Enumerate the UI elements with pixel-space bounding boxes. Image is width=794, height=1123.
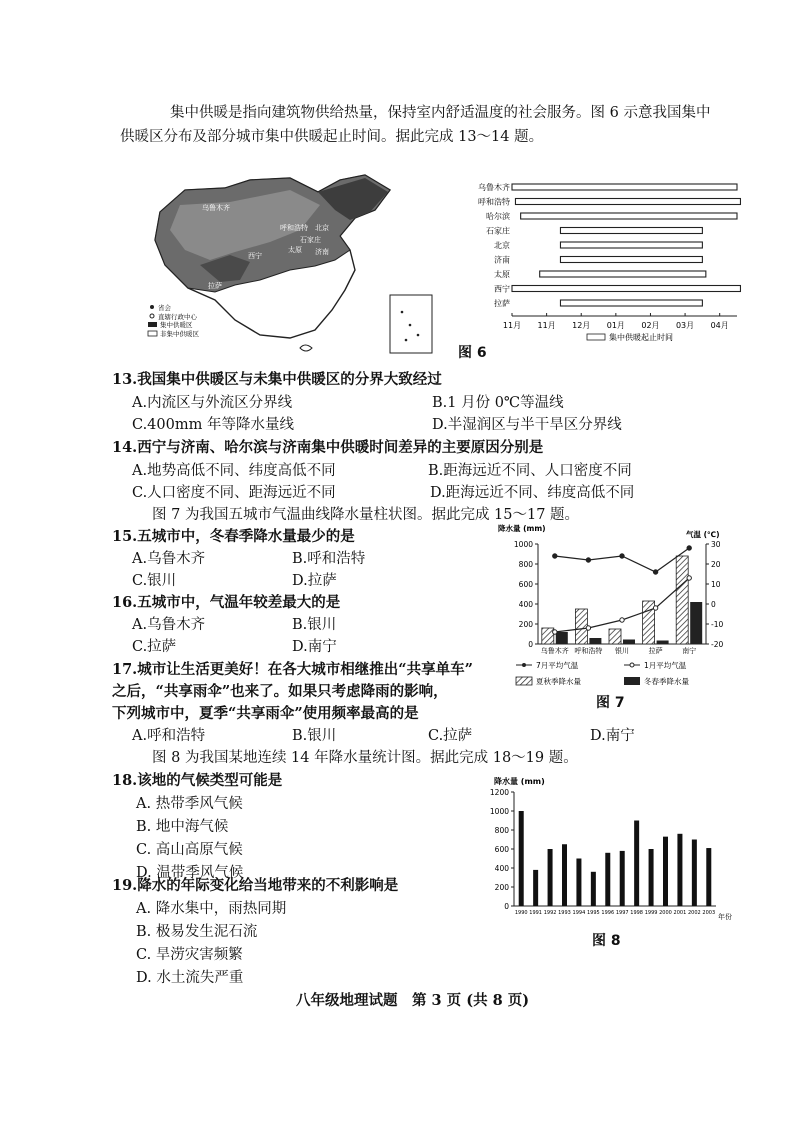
heating-city-label: 拉萨	[494, 299, 510, 308]
precip-bar	[562, 844, 567, 906]
q14-option-a[interactable]: A.地势高低不同、纬度高低不同	[132, 463, 336, 479]
jan-temp-point	[586, 626, 590, 630]
q18-option-a[interactable]: A. 热带季风气候	[136, 796, 243, 812]
q14-stem: 14.西宁与济南、哈尔滨与济南集中供暖时间差异的主要原因分别是	[112, 439, 544, 456]
q17-option-b[interactable]: B.银川	[292, 728, 337, 744]
q13-option-c[interactable]: C.400mm 年等降水量线	[132, 417, 294, 433]
q16-option-d[interactable]: D.南宁	[292, 639, 337, 655]
heating-period-bar	[515, 199, 740, 205]
fig7-left-tick-label: 1000	[513, 540, 533, 549]
fig8-intro: 图 8 为我国某地连续 14 年降水量统计图。据此完成 18～19 题。	[152, 750, 578, 766]
intro-line-2: 供暖区分布及部分城市集中供暖起止时间。据此完成 13～14 题。	[120, 129, 544, 145]
heating-x-tick-label: 03月	[675, 321, 695, 330]
summer-precip-bar	[676, 556, 688, 644]
fig7-legend-summer: 夏秋季降水量	[536, 677, 581, 686]
july-temp-point	[586, 558, 590, 562]
july-temp-line	[555, 548, 689, 572]
q17-line-1: 17.城市让生活更美好！在各大城市相继推出“共享单车”	[112, 661, 473, 678]
fig8-year-label: 1998	[630, 910, 644, 916]
fig8-year-label: 2001	[673, 910, 687, 916]
heating-x-tick-label: 12月	[572, 321, 591, 330]
fig7-city-label: 乌鲁木齐	[540, 647, 569, 655]
precip-bar	[533, 870, 538, 906]
winter-precip-bar	[589, 638, 601, 644]
q16-option-b[interactable]: B.银川	[292, 617, 337, 633]
fig7-right-tick-label: 30	[711, 540, 721, 549]
q18-option-d[interactable]: D. 温带季风气候	[136, 865, 244, 881]
fig8-y-tick-label: 1000	[489, 807, 509, 816]
fig7-legend-jan: 1月平均气温	[644, 661, 687, 670]
climate-chart	[496, 522, 746, 690]
q14-option-c[interactable]: C.人口密度不同、距海远近不同	[132, 485, 336, 501]
fig8-year-label: 1995	[586, 910, 600, 916]
figure-7-caption: 图 7	[596, 695, 625, 711]
map-city-beijing: 北京	[315, 224, 329, 232]
heating-legend-label: 集中供暖起止时间	[609, 333, 673, 342]
page-footer: 八年级地理试题 第 3 页 (共 8 页)	[296, 992, 530, 1009]
fig8-y-tick-label: 600	[494, 845, 509, 854]
heating-city-label: 乌鲁木齐	[478, 183, 510, 192]
precip-bar	[677, 834, 682, 906]
fig7-city-label: 呼和浩特	[574, 647, 603, 655]
jan-temp-point	[553, 630, 557, 634]
q14-option-b[interactable]: B.距海远近不同、人口密度不同	[428, 463, 632, 479]
q15-option-b[interactable]: B.呼和浩特	[292, 551, 366, 567]
q15-stem: 15.五城市中，冬春季降水量最少的是	[112, 528, 355, 545]
fig7-right-tick-label: -10	[711, 620, 724, 629]
q17-option-a[interactable]: A.呼和浩特	[132, 728, 206, 744]
fig7-ylabel-left: 降水量 (mm)	[498, 524, 546, 533]
precip-bar	[605, 853, 610, 906]
fig8-year-label: 1991	[529, 910, 543, 916]
china-heating-map	[140, 170, 450, 360]
jan-temp-point	[687, 576, 691, 580]
heating-period-bar	[560, 228, 702, 234]
fig7-legend-winter: 冬春季降水量	[644, 677, 689, 686]
q19-option-c[interactable]: C. 旱涝灾害频繁	[136, 947, 243, 963]
fig8-y-tick-label: 200	[494, 883, 509, 892]
fig7-left-tick-label: 200	[518, 620, 533, 629]
fig7-right-tick-label: -20	[711, 640, 724, 649]
heating-x-tick-label: 04月	[710, 321, 729, 330]
heating-city-label: 哈尔滨	[486, 212, 510, 221]
fig8-y-tick-label: 400	[494, 864, 509, 873]
precip-bar	[663, 837, 668, 906]
fig7-city-label: 拉萨	[648, 647, 663, 655]
heating-city-label: 呼和浩特	[478, 197, 510, 207]
fig7-city-label: 银川	[615, 647, 629, 655]
fig8-year-label: 1996	[601, 910, 615, 916]
heating-period-bar	[512, 184, 737, 190]
q14-option-d[interactable]: D.距海远近不同、纬度高低不同	[430, 485, 635, 501]
fig7-left-tick-label: 800	[518, 560, 533, 569]
map-city-jinan: 济南	[315, 248, 329, 256]
precip-bar	[649, 849, 654, 906]
fig8-year-label: 2003	[702, 910, 716, 916]
fig8-y-tick-label: 1200	[489, 788, 509, 797]
heating-city-label: 太原	[494, 270, 510, 279]
summer-precip-bar	[609, 629, 621, 644]
july-temp-point	[620, 554, 624, 558]
q13-option-a[interactable]: A.内流区与外流区分界线	[132, 395, 293, 411]
heating-period-bar	[540, 271, 706, 277]
fig8-year-label: 2000	[659, 910, 672, 916]
q18-option-c[interactable]: C. 高山高原气候	[136, 842, 243, 858]
fig7-left-tick-label: 0	[528, 640, 533, 649]
map-city-taiyuan: 太原	[288, 246, 302, 254]
fig8-year-label: 2002	[687, 910, 701, 916]
heating-period-bar	[560, 257, 702, 263]
intro-line-1: 集中供暖是指向建筑物供给热量，保持室内舒适温度的社会服务。图 6 示意我国集中	[170, 105, 711, 121]
fig7-legend-july: 7月平均气温	[536, 661, 579, 670]
q13-option-d[interactable]: D.半湿润区与半干旱区分界线	[432, 417, 622, 433]
fig7-left-tick-label: 600	[518, 580, 533, 589]
q15-option-d[interactable]: D.拉萨	[292, 573, 337, 589]
heating-period-bar	[521, 213, 737, 219]
fig7-ylabel-right: 气温 (℃)	[686, 530, 720, 539]
heating-city-label: 西宁	[494, 284, 510, 294]
jan-temp-point	[653, 606, 657, 610]
heating-city-label: 北京	[494, 241, 510, 250]
winter-precip-bar	[623, 640, 635, 645]
fig8-year-label: 1993	[558, 910, 571, 916]
fig8-ylabel: 降水量 (mm)	[494, 777, 545, 786]
q19-option-b[interactable]: B. 极易发生泥石流	[136, 924, 258, 940]
fig8-year-label: 1990	[514, 910, 528, 916]
summer-precip-bar	[575, 609, 587, 644]
fig8-y-tick-label: 0	[504, 902, 509, 911]
heating-period-bar	[560, 242, 702, 248]
july-temp-point	[553, 554, 557, 558]
q16-option-c[interactable]: C.拉萨	[132, 639, 177, 655]
heating-period-bar	[560, 300, 702, 306]
map-city-xining: 西宁	[248, 252, 262, 260]
map-legend-heating: 集中供暖区	[160, 321, 193, 329]
winter-precip-bar	[556, 632, 568, 644]
precip-bar	[576, 859, 581, 907]
map-legend-capital: 省会	[158, 304, 171, 312]
heating-x-tick-label: 01月	[606, 321, 625, 330]
jan-temp-line	[555, 578, 689, 632]
heating-city-label: 石家庄	[486, 226, 510, 236]
summer-precip-bar	[542, 628, 554, 644]
figure-6-caption: 图 6	[458, 345, 487, 361]
map-city-shijiazhuang: 石家庄	[300, 236, 321, 244]
fig8-year-label: 1994	[572, 910, 586, 916]
map-city-hohhot: 呼和浩特	[280, 224, 308, 232]
q18-option-b[interactable]: B. 地中海气候	[136, 819, 229, 835]
jan-temp-point	[620, 618, 624, 622]
fig7-right-tick-label: 0	[711, 600, 716, 609]
fig7-left-tick-label: 400	[518, 600, 533, 609]
fig8-year-label: 1997	[615, 910, 629, 916]
precip-bar	[634, 821, 639, 907]
heating-city-label: 济南	[494, 255, 510, 265]
q13-option-b[interactable]: B.1 月份 0℃等温线	[432, 395, 564, 411]
fig8-year-label: 1992	[543, 910, 557, 916]
fig8-xlabel: 年份	[718, 913, 732, 921]
q18-stem: 18.该地的气候类型可能是	[112, 772, 283, 789]
q19-stem: 19.降水的年际变化给当地带来的不利影响是	[112, 877, 399, 894]
precip-bar	[620, 851, 625, 906]
precip-bar	[706, 848, 711, 906]
winter-precip-bar	[690, 602, 702, 644]
fig7-right-tick-label: 20	[711, 560, 721, 569]
q17-option-d[interactable]: D.南宁	[590, 728, 635, 744]
july-temp-point	[687, 546, 691, 550]
q16-stem: 16.五城市中，气温年较差最大的是	[112, 594, 341, 611]
heating-period-chart	[462, 176, 762, 348]
fig7-right-tick-label: 10	[711, 580, 721, 589]
map-legend-nonheating: 非集中供暖区	[160, 330, 199, 338]
july-temp-point	[653, 570, 657, 574]
q19-option-d[interactable]: D. 水土流失严重	[136, 970, 244, 986]
q15-option-a[interactable]: A.乌鲁木齐	[132, 551, 206, 567]
precip-bar	[591, 872, 596, 906]
precip-bar	[548, 849, 553, 906]
heating-x-tick-label: 11月	[502, 321, 522, 330]
heating-period-bar	[512, 286, 740, 292]
q19-option-a[interactable]: A. 降水集中，雨热同期	[136, 901, 287, 917]
q15-option-c[interactable]: C.银川	[132, 573, 177, 589]
q13-stem: 13.我国集中供暖区与未集中供暖区的分界大致经过	[112, 371, 442, 388]
heating-x-tick-label: 11月	[537, 321, 556, 330]
winter-precip-bar	[657, 641, 669, 645]
precip-bar	[692, 840, 697, 907]
q17-line-3: 下列城市中，夏季“共享雨伞”使用频率最高的是	[112, 705, 419, 722]
annual-precipitation-chart	[484, 774, 749, 924]
precip-bar	[519, 811, 524, 906]
fig7-city-label: 南宁	[682, 647, 697, 655]
q17-line-2: 之后，“共享雨伞”也来了。如果只考虑降雨的影响，	[112, 683, 448, 700]
heating-x-tick-label: 02月	[641, 321, 660, 330]
q17-option-c[interactable]: C.拉萨	[428, 728, 473, 744]
fig8-year-label: 1999	[644, 910, 658, 916]
map-city-lhasa: 拉萨	[208, 282, 222, 290]
map-city-urumqi: 乌鲁木齐	[202, 204, 230, 212]
fig7-intro: 图 7 为我国五城市气温曲线降水量柱状图。据此完成 15～17 题。	[152, 507, 580, 523]
figure-8-caption: 图 8	[592, 933, 621, 949]
map-legend-municipality: 直辖行政中心	[158, 313, 197, 321]
fig8-y-tick-label: 800	[494, 826, 509, 835]
summer-precip-bar	[643, 601, 655, 644]
q16-option-a[interactable]: A.乌鲁木齐	[132, 617, 206, 633]
